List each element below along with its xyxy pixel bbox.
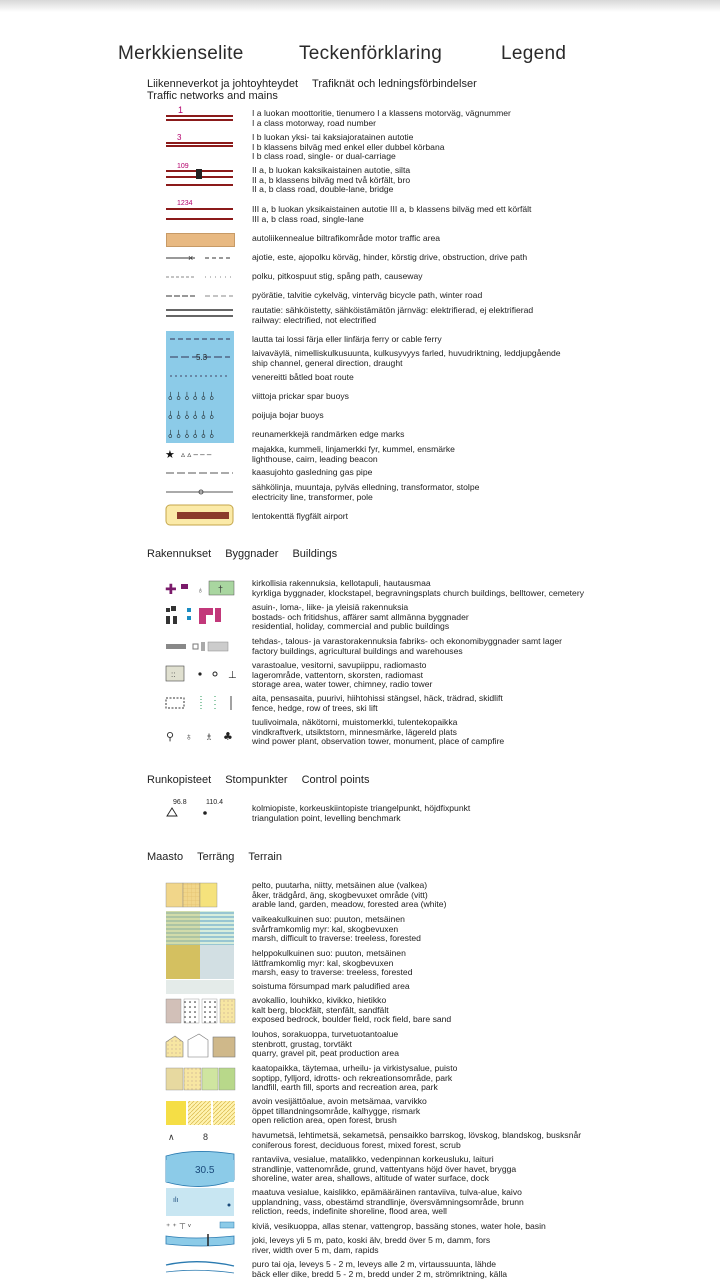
svg-text:▵ ▵ – – –: ▵ ▵ – – – (181, 450, 212, 459)
legend-row-church-buildings: kirkollisia rakennuksia, kellotapuli, hautausmaa kyrkliga byggnader, klockstapel, begravningsplats church buildings, belltower, cemetery (252, 578, 584, 598)
legend-row-railway: rautatie: sähköistetty, sähköistämätön järnväg: elektrifierad, ej elektrifierad railway: electrified, not electrified (252, 305, 534, 325)
section-buildings-sv: Byggnader (225, 548, 279, 560)
section-control-en: Control points (301, 774, 370, 786)
legend-row-electricity-line: sähkölinja, muuntaja, pylväs elledning, transformator, stolpe electricity line, transformer, pole (252, 482, 480, 502)
top-edge-shadow (0, 0, 720, 12)
legend-row-class-ii-road: II a, b luokan kaksikaistainen autotie, silta II a, b klassens bilväg med två körfält, bro II a, b class road, double-lane, bridge (252, 165, 411, 195)
legend-row-drive: ajotie, este, ajopolku körväg, hinder, körstig drive, obstruction, drive path (252, 252, 528, 262)
legend-row-boat-route: venereitti båtled boat route (252, 372, 354, 382)
legend-row-stones: kiviä, vesikuoppa, allas stenar, vattengrop, bassäng stones, water hole, basin (252, 1221, 546, 1231)
section-traffic-fi: Liikenneverkot ja johtoyhteydet (147, 78, 299, 90)
legend-row-ferry: lautta tai lossi färja eller linfärja ferry or cable ferry (252, 334, 442, 344)
section-terrain-en: Terrain (248, 851, 282, 863)
legend-row-class-iii-road: III a, b luokan yksikaistainen autotie III a, b klassens bilväg med ett körfält III a, b class road, single-lane (252, 204, 532, 224)
section-buildings-heading (147, 548, 351, 560)
legend-row-lighthouse: majakka, kummeli, linjamerkki fyr, kummel, ensmärke lighthouse, cairn, leading beacon (252, 444, 455, 464)
legend-row-triangulation: kolmiopiste, korkeuskiintopiste triangelpunkt, höjdfixpunkt triangulation point, levelling benchmark (252, 803, 471, 823)
section-control-sv: Stompunkter (225, 774, 288, 786)
svg-text:♗: ♗ (205, 732, 214, 742)
legend-row-reliction: maatuva vesialue, kaislikko, epämääräinen rantaviiva, tulva-alue, kaivo upplandning, vass, obestämd strandlinje, översvämningsområde, brunn reliction, reeds, indefinite shoreline, flood area, well (252, 1187, 524, 1217)
legend-row-easy-marsh: helppokulkuinen suo: puuton, metsäinen lättframkomlig myr: kal, skogbevuxen marsh, easy to traverse: treeless, forested (252, 948, 413, 978)
draught-label: 5.3 (196, 353, 208, 362)
legend-row-gas-pipe: kaasujohto gasledning gas pipe (252, 467, 373, 477)
road-number-1234: 1234 (177, 200, 193, 207)
legend-row-spar-buoys: viittoja prickar spar buoys (252, 391, 349, 401)
title-swedish: Teckenförklaring (299, 43, 443, 64)
water-altitude-label: 30.5 (195, 1165, 215, 1176)
legend-row-path: polku, pitkospuut stig, spång path, causeway (252, 271, 423, 281)
section-buildings-en: Buildings (292, 548, 338, 560)
section-terrain-heading (147, 851, 296, 863)
svg-text:♣: ♣ (223, 730, 233, 743)
svg-text:†: † (218, 584, 224, 594)
legend-row-difficult-marsh: vaikeakulkuinen suo: puuton, metsäinen svårframkomlig myr: kal, skogbevuxen marsh, difficult to traverse: treeless, forested (252, 914, 421, 944)
section-buildings-fi: Rakennukset (147, 548, 212, 560)
legend-row-forest: havumetsä, lehtimetsä, sekametsä, pensaikko barrskog, lövskog, blandskog, busksnår coniferous forest, deciduous forest, mixed forest, scrub (252, 1130, 582, 1150)
legend-row-motorway: I a luokan moottoritie, tienumero I a klassens motorväg, vägnummer I a class motorway, road number (252, 108, 511, 128)
road-number-1: 1 (178, 105, 184, 115)
svg-text:∧: ∧ (168, 1132, 175, 1142)
title-english: Legend (501, 43, 567, 64)
svg-text:♁: ♁ (185, 732, 193, 743)
legend-row-landfill: kaatopaikka, täytemaa, urheilu- ja virkistysalue, puisto soptipp, fylljord, idrotts- och rekreationsområde, park landfill, earth fill, sports and recreation area, park (252, 1063, 458, 1093)
legend-row-fence: aita, pensasaita, puurivi, hiihtohissi stängsel, häck, trädrad, skidlift fence, hedge, row of trees, ski lift (252, 693, 503, 713)
legend-row-paludified: soistuma försumpad mark paludified area (252, 981, 410, 991)
legend-row-airport: lentokenttä flygfält airport (252, 511, 349, 521)
section-traffic-heading (147, 78, 491, 102)
legend-row-brook: puro tai oja, leveys 5 - 2 m, leveys alle 2 m, virtaussuunta, lähde bäck eller dike, bredd 5 - 2 m, bredd under 2 m, strömriktning, källa (252, 1259, 508, 1279)
legend-row-bedrock: avokallio, louhikko, kivikko, hietikko kalt berg, blockfält, stenfält, sandfält exposed bedrock, boulder field, rock field, bare sand (252, 995, 452, 1025)
section-traffic-sv: Trafiknät och ledningsförbindelser (312, 78, 477, 90)
legend-row-bicycle-path: pyörätie, talvitie cykelväg, vinterväg bicycle path, winter road (252, 290, 483, 300)
legend-row-ship-channel: laivaväylä, nimelliskulkusuunta, kulkusyvyys farled, huvudriktning, leddjupgående ship channel, general direction, draught (252, 348, 561, 368)
legend-row-buoys: poijuja bojar buoys (252, 410, 324, 420)
triangulation-label: 96.8 (173, 799, 187, 806)
benchmark-label: 110.4 (206, 799, 223, 806)
svg-text:⁺ ⁺ ⊤ ᵛ: ⁺ ⁺ ⊤ ᵛ (166, 1222, 191, 1231)
legend-row-river: joki, leveys yli 5 m, pato, koski älv, bredd över 5 m, damm, fors river, width over 5 m, dam, rapids (252, 1235, 491, 1255)
legend-row-class-ib-road: I b luokan yksi- tai kaksiajoratainen autotie I b klassens bilväg med enkel eller dubbel körbana I b class road, single- or dual-carriage (252, 132, 445, 162)
title-finnish: Merkkienselite (118, 43, 244, 64)
section-control-fi: Runkopisteet (147, 774, 212, 786)
svg-text:★: ★ (165, 449, 175, 461)
section-terrain-fi: Maasto (147, 851, 184, 863)
svg-text:⫰ ⫰ ⫰ ⫰ ⫰ ⫰: ⫰ ⫰ ⫰ ⫰ ⫰ ⫰ (168, 409, 215, 422)
legend-row-open-area: avoin vesijättöalue, avoin metsämaa, varvikko öppet tillandningsområde, kalhygge, rismark open reliction area, open forest, brush (252, 1096, 427, 1126)
legend-row-factory: tehdas-, talous- ja varastorakennuksia fabriks- och ekonomibyggnader samt lager factory buildings, agricultural buildings and warehouses (252, 636, 563, 656)
terrain-symbols (163, 880, 243, 1280)
section-traffic-en: Traffic networks and mains (147, 90, 278, 102)
svg-text:8: 8 (203, 1132, 209, 1142)
legend-row-quarry: louhos, sorakuoppa, turvetuotantoalue stenbrott, grustag, torvtäkt quarry, gravel pit, peat production area (252, 1029, 399, 1059)
svg-text:⚲: ⚲ (166, 730, 175, 743)
road-number-3: 3 (177, 133, 182, 142)
section-terrain-sv: Terräng (197, 851, 235, 863)
utility-symbols (163, 446, 237, 532)
svg-text:×: × (188, 253, 194, 263)
path-symbols (163, 250, 237, 330)
svg-text:⫰ ⫰ ⫰ ⫰ ⫰ ⫰: ⫰ ⫰ ⫰ ⫰ ⫰ ⫰ (168, 390, 215, 403)
road-symbols (163, 104, 237, 224)
section-control-heading (147, 774, 383, 786)
legend-row-residential: asuin-, loma-, liike- ja yleisiä rakennuksia bostads- och fritidshus, affärer samt allmänna byggnader residential, holiday, commercial and public buildings (252, 602, 469, 632)
svg-text:ılı: ılı (173, 1197, 179, 1204)
legend-row-storage: varastoalue, vesitorni, savupiippu, radiomasto lagerområde, vattentorn, skorsten, radiomast storage area, water tower, chimney, radio tower (252, 660, 433, 690)
legend-row-arable-land: pelto, puutarha, niitty, metsäinen alue (valkea) åker, trädgård, äng, skogbevuxet område (vitt) arable land, garden, meadow, forested area (white) (252, 880, 447, 910)
legend-row-edge-marks: reunamerkkejä randmärken edge marks (252, 429, 405, 439)
svg-text:::: :: (171, 670, 176, 679)
water-traffic-symbols (166, 331, 234, 443)
legend-row-motor-traffic-area: autoliikennealue biltrafikområde motor traffic area (252, 233, 441, 243)
control-point-symbols (163, 796, 243, 820)
svg-text:⊥: ⊥ (228, 670, 237, 681)
svg-text:⫰ ⫰ ⫰ ⫰ ⫰ ⫰: ⫰ ⫰ ⫰ ⫰ ⫰ ⫰ (168, 428, 215, 441)
motor-traffic-area-swatch (166, 233, 235, 247)
road-number-109: 109 (177, 163, 189, 170)
svg-text:♁: ♁ (197, 585, 204, 595)
legend-row-wind-power: tuulivoimala, näkötorni, muistomerkki, tulentekopaikka vindkraftverk, utsiktstorn, minnesmärke, lägereld plats wind power plant, observation tower, monument, place of campfire (252, 717, 505, 747)
legend-row-shoreline: rantaviiva, vesialue, matalikko, vedenpinnan korkeusluku, laituri strandlinje, vattenområde, grund, vattentyans höjd över havet, brygga shoreline, water area, shallows, altitude of water surface, dock (252, 1154, 517, 1184)
building-symbols (163, 578, 239, 748)
svg-text:✚: ✚ (165, 582, 177, 598)
